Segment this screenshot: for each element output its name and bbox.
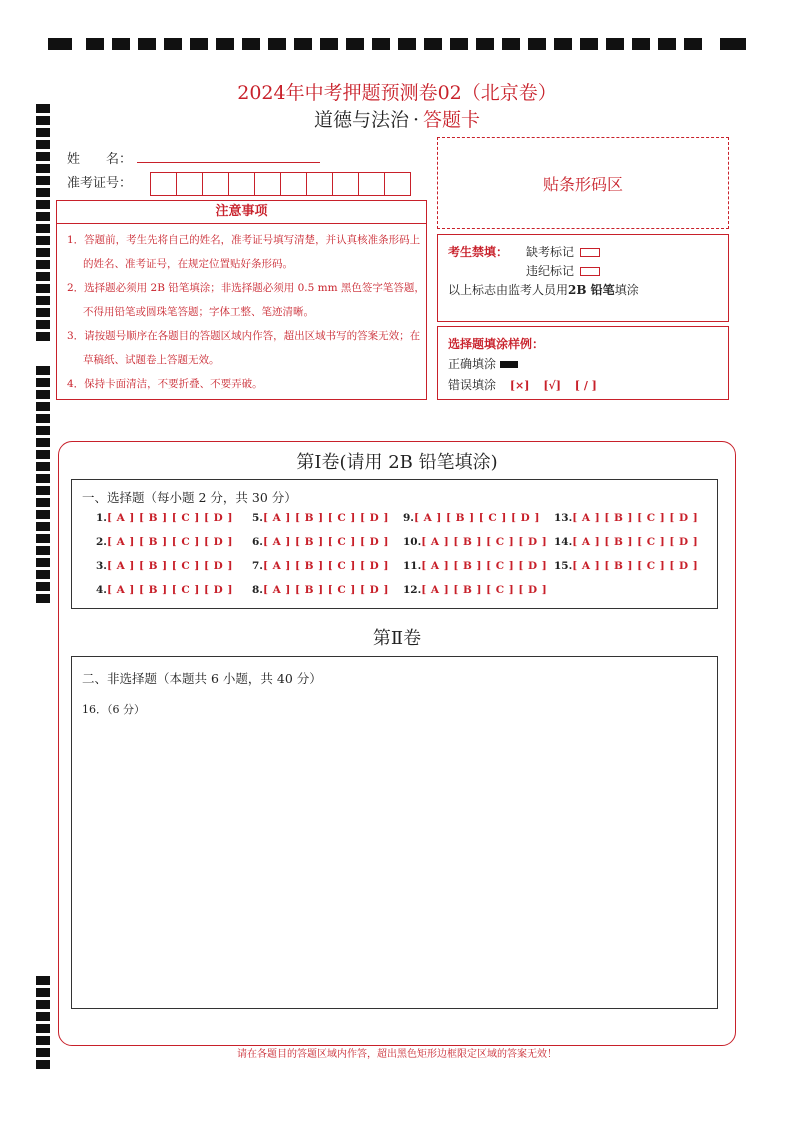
id-digit-box[interactable] — [228, 172, 255, 196]
id-digit-box[interactable] — [306, 172, 333, 196]
exam-id-boxes[interactable] — [151, 172, 411, 194]
mc-question-9[interactable]: 9.[ A ] [ B ] [ C ] [ D ] — [403, 512, 540, 524]
wrong-mark: [×] — [509, 379, 530, 392]
footer-warning: 请在各题目的答题区域内作答，超出黑色矩形边框限定区域的答案无效！ — [237, 1049, 557, 1060]
mc-question-1[interactable]: 1.[ A ] [ B ] [ C ] [ D ] — [96, 512, 233, 524]
subject-name: 道德与法治 — [313, 109, 409, 131]
wrong-fill-row — [448, 376, 597, 393]
id-digit-box[interactable] — [332, 172, 359, 196]
id-digit-box[interactable] — [358, 172, 385, 196]
note-suffix: 填涂 — [614, 283, 639, 297]
notice-item: 4．保持卡面清洁，不要折叠、不要弄破。 — [67, 378, 263, 390]
examiner-marks-box — [437, 234, 729, 322]
id-digit-box[interactable] — [254, 172, 281, 196]
notice-item: 3．请按题号顺序在各题目的答题区域内作答，超出区域书写的答案无效；在草稿纸、试题卷上答题无效。 — [67, 330, 421, 366]
mc-question-15[interactable]: 15.[ A ] [ B ] [ C ] [ D ] — [554, 560, 699, 572]
violation-mark-row — [526, 262, 600, 279]
part1-title: 第Ⅰ卷(请用 2B 铅笔填涂) — [296, 452, 498, 473]
notice-box — [56, 200, 427, 400]
mc-question-6[interactable]: 6.[ A ] [ B ] [ C ] [ D ] — [252, 536, 389, 548]
notice-title: 注意事项 — [57, 201, 426, 224]
forbidden-note — [448, 281, 639, 298]
forbidden-title: 考生禁填： — [448, 245, 509, 259]
barcode-label: 贴条形码区 — [542, 175, 623, 194]
barcode-area — [437, 137, 729, 229]
exam-id-label: 准考证号： — [67, 176, 133, 191]
name-label: 姓 名： — [67, 152, 133, 167]
notice-item: 2．选择题必须用 2B 铅笔填涂；非选择题必须用 0.5 mm 黑色签字笔答题，不得用铅笔或圆珠笔答题；字体工整、笔迹清晰。 — [67, 282, 425, 318]
name-field[interactable] — [137, 162, 320, 163]
correct-fill-label: 正确填涂 — [448, 357, 497, 371]
part2-title: 第Ⅱ卷 — [372, 628, 422, 649]
sample-title: 选择题填涂样例： — [448, 337, 545, 351]
mc-question-14[interactable]: 14.[ A ] [ B ] [ C ] [ D ] — [554, 536, 699, 548]
wrong-mark: [√] — [543, 379, 561, 392]
id-digit-box[interactable] — [202, 172, 229, 196]
mc-section-label: 一、选择题（每小题 2 分，共 30 分） — [82, 490, 297, 505]
id-digit-box[interactable] — [280, 172, 307, 196]
note-prefix: 以上标志由监考人员用 — [448, 283, 569, 297]
absent-mark-box — [580, 248, 600, 257]
id-digit-box[interactable] — [384, 172, 411, 196]
mc-question-4[interactable]: 4.[ A ] [ B ] [ C ] [ D ] — [96, 584, 233, 596]
id-digit-box[interactable] — [150, 172, 177, 196]
mc-question-13[interactable]: 13.[ A ] [ B ] [ C ] [ D ] — [554, 512, 699, 524]
absent-mark-row — [526, 243, 600, 260]
card-title — [0, 105, 794, 132]
mc-question-11[interactable]: 11.[ A ] [ B ] [ C ] [ D ] — [403, 560, 548, 572]
timing-marks-top — [48, 38, 746, 52]
mc-question-8[interactable]: 8.[ A ] [ B ] [ C ] [ D ] — [252, 584, 389, 596]
title-separator: · — [412, 109, 420, 131]
free-response-label: 二、非选择题（本题共 6 小题，共 40 分） — [82, 671, 322, 686]
note-bold: 2B 铅笔 — [568, 283, 615, 297]
correct-fill-row — [448, 355, 518, 372]
correct-fill-mark — [500, 361, 518, 368]
fill-sample-box — [437, 326, 729, 400]
answer-card-label: 答题卡 — [423, 109, 481, 131]
absent-mark-label: 缺考标记 — [526, 245, 575, 259]
exam-title: 2024年中考押题预测卷02（北京卷） — [237, 82, 557, 104]
mc-question-2[interactable]: 2.[ A ] [ B ] [ C ] [ D ] — [96, 536, 233, 548]
mc-question-5[interactable]: 5.[ A ] [ B ] [ C ] [ D ] — [252, 512, 389, 524]
mc-question-3[interactable]: 3.[ A ] [ B ] [ C ] [ D ] — [96, 560, 233, 572]
question-16-label: 16．（6 分） — [82, 703, 145, 716]
id-digit-box[interactable] — [176, 172, 203, 196]
notice-item: 1．答题前，考生先将自己的姓名，准考证号填写清楚，并认真核准条形码上的姓名、准考证号，在规定位置贴好条形码。 — [67, 234, 421, 270]
free-response-section[interactable] — [71, 656, 718, 1009]
mc-question-10[interactable]: 10.[ A ] [ B ] [ C ] [ D ] — [403, 536, 548, 548]
mc-question-12[interactable]: 12.[ A ] [ B ] [ C ] [ D ] — [403, 584, 548, 596]
wrong-fill-label: 错误填涂 — [448, 378, 497, 392]
mc-question-7[interactable]: 7.[ A ] [ B ] [ C ] [ D ] — [252, 560, 389, 572]
wrong-mark: [ / ] — [574, 379, 597, 392]
violation-mark-label: 违纪标记 — [526, 264, 575, 278]
violation-mark-box — [580, 267, 600, 276]
